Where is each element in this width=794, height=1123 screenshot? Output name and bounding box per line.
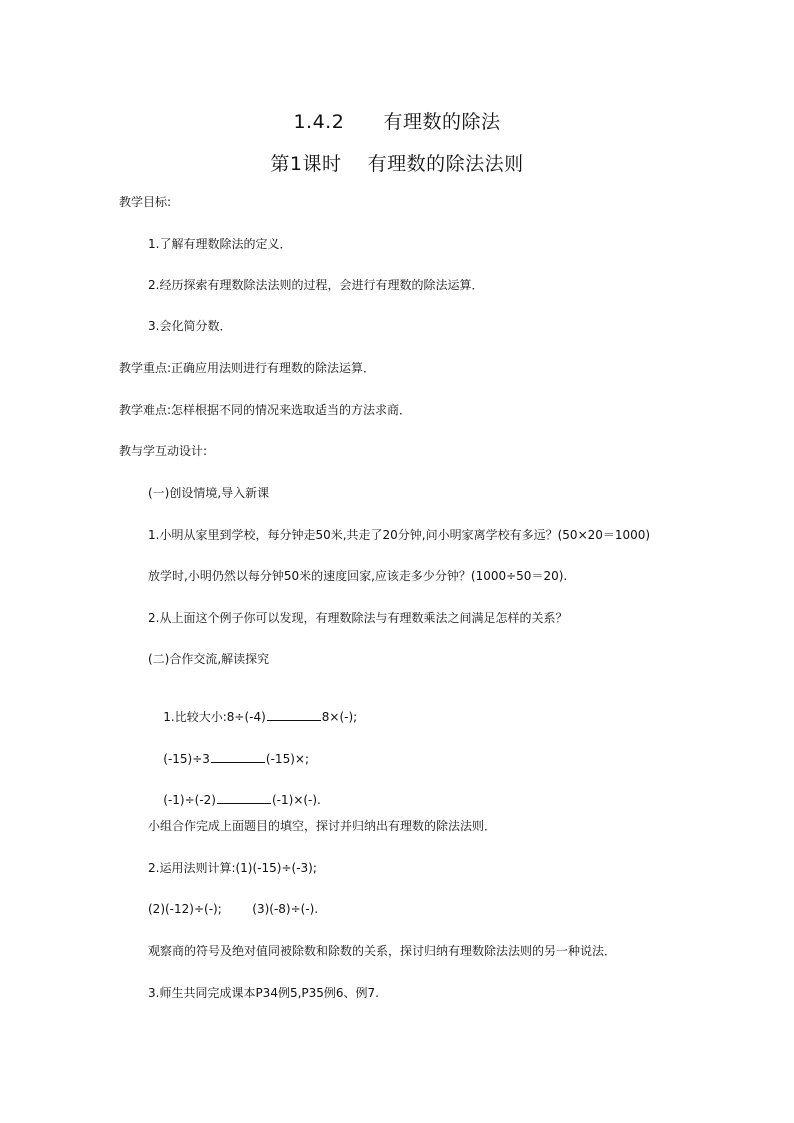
text-line: 教与学互动设计: — [119, 444, 208, 458]
fill-blank[interactable] — [211, 751, 265, 763]
text-line: 观察商的符号及绝对值同被除数和除数的关系，探讨归纳有理数除法法则的另一种说法． — [148, 944, 617, 958]
text-line: (2)(-12)÷(-); (3)(-8)÷(-). — [148, 902, 319, 916]
comparison-left: 1.比较大小:8÷(-4) — [163, 710, 266, 724]
comparison-left: (-15)÷3 — [163, 752, 210, 766]
text-line: 2.从上面这个例子你可以发现，有理数除法与有理数乘法之间满足怎样的关系？ — [148, 611, 568, 625]
text-line: 放学时,小明仍然以每分钟50米的速度回家,应该走多少分钟？(1000÷50＝20). — [148, 569, 568, 583]
fill-blank[interactable] — [267, 709, 321, 721]
text-line: 3.师生共同完成课本P34例5,P35例6、例7. — [148, 986, 379, 1000]
text-line: 教学目标: — [119, 195, 172, 209]
comparison-right: (-1)×(-). — [271, 793, 321, 807]
fill-blank[interactable] — [217, 792, 271, 804]
text-line: 3.会化简分数． — [148, 319, 232, 333]
lesson-subtitle: 第1课时 有理数的除法法则 — [270, 153, 524, 175]
comparison-right: 8×(-); — [321, 710, 358, 724]
comparison-line — [148, 776, 321, 824]
text-line: 1.小明从家里到学校，每分钟走50米,共走了20分钟,问小明家离学校有多远？(50×20＝1000) — [148, 528, 651, 542]
text-line: 小组合作完成上面题目的填空，探讨并归纳出有理数的除法法则． — [148, 819, 497, 833]
text-line: 2.经历探索有理数除法法则的过程，会进行有理数的除法运算． — [148, 278, 484, 292]
comparison-left: (-1)÷(-2) — [163, 793, 216, 807]
text-line: 教学重点:正确应用法则进行有理数的除法运算． — [119, 361, 376, 375]
text-line: 1.了解有理数除法的定义． — [148, 237, 292, 251]
lesson-title: 1.4.2 有理数的除法 — [293, 111, 501, 133]
text-line: 教学难点:怎样根据不同的情况来选取适当的方法求商． — [119, 403, 412, 417]
text-line: (一)创设情境,导入新课 — [148, 486, 270, 500]
text-line: 2.运用法则计算:(1)(-15)÷(-3); — [148, 861, 317, 875]
comparison-right: (-15)×; — [265, 752, 309, 766]
text-line: (二)合作交流,解读探究 — [148, 652, 270, 666]
comparison-line — [148, 693, 357, 741]
